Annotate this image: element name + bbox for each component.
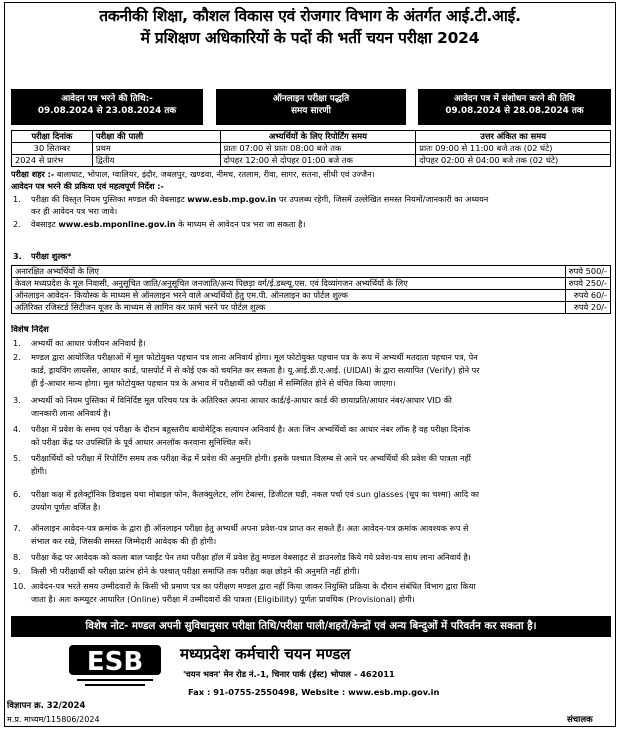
banner-line-1: ऑनलाइन परीक्षा पद्धति: [272, 94, 350, 104]
list-item-text: के माध्यम से आवेदन पत्र भरा जा सकता है।: [175, 219, 306, 229]
table-header-row: [12, 131, 611, 143]
list-item: परीक्षा केंद्र पर आवेदक को काला बाल प्वाईंट पेन तथा परीक्षा हॉल में प्रवेश हेतु मण्डल वेबसाइट से डाउनलोड किये गये प्रवेश-पत्र साथ लाना अनिवार्य है।: [31, 552, 471, 562]
list-item-continuation: जानकारी लाना अनिवार्य है।: [31, 408, 111, 418]
table-row: [12, 278, 611, 290]
fee-amount: रुपये 250/-: [565, 278, 610, 290]
fee-amount: रुपये 60/-: [565, 290, 610, 302]
organization-address: 'चयन भवन' मेन रोड नं.-1, चिनार पार्क (ईस्ट) भोपाल - 462011: [183, 669, 395, 679]
process-heading: आवेदन पत्र भरने की प्रकिया एवं महत्वपूर्ण निर्देश :-: [11, 181, 164, 191]
list-item-text: वेबसाइट: [31, 219, 59, 229]
list-item: ऑनलाइन आवेदन-पत्र क्रमांक के द्वारा ही ऑनलाइन परीक्षा हेतु अभ्यर्थी अपना प्रवेश-पत्र प्राप्त कर सकते हैं। अतः आवेदन-पत्र क्रमांक आवश्यक रूप से: [31, 523, 469, 533]
website-link[interactable]: www.esb.mponline.gov.in: [58, 219, 176, 229]
exam-date-line-2: 2024 से प्रारंभ: [12, 155, 93, 167]
list-item: अभ्यर्थी का आधार पंजीयन अनिवार्य है।: [31, 338, 146, 348]
banner-line-1: आवेदन पत्र भरने की तिथि:-: [61, 94, 153, 104]
fee-heading: परीक्षा शुल्क*: [31, 251, 72, 261]
fee-amount: रुपये 20/-: [565, 302, 610, 314]
fee-heading-number: 3.: [13, 251, 22, 261]
list-number: 5.: [13, 453, 21, 463]
title-line-2: में प्रशिक्षण अधिकारियों के पदों की भर्ती चयन परीक्षा 2024: [140, 29, 480, 47]
advertisement-page: [4, 2, 616, 727]
table-row: [12, 143, 611, 155]
list-number: 1.: [13, 338, 21, 348]
list-number: 10.: [13, 581, 26, 591]
list-item-text: परीक्षा की विस्तृत नियम पुस्तिका मण्डल की वेबसाइट: [31, 194, 188, 204]
list-item: मण्डल द्वारा आयोजित परीक्षाओं में मूल फोटोयुक्त पहचान पत्र लाना अनिवार्य होगा। मूल फोटोयुक्त पहचान पत्र के रूप में अभ्यर्थी मतदाता पहचान पत्र, पेन: [31, 352, 478, 362]
schedule-table: [11, 130, 611, 167]
table-header-cell: परीक्षा की पाली: [92, 131, 220, 143]
logo-text: ESB: [86, 647, 144, 677]
list-number: 7.: [13, 523, 21, 533]
answer-time-cell: दोपहर 02:00 से 04:00 बजे तक (02 घंटे): [416, 155, 611, 167]
list-item: [31, 194, 611, 204]
fee-category: अतिरिक्त रजिस्टर्ड सिटीजन यूजर के माध्यम से लागिन कर फार्म भरने पर पोर्टल शुल्क: [12, 302, 566, 314]
list-item: परीक्षा में प्रवेश के समय एवं परीक्षा के दौरान बहुस्तरीय बायोमेट्रिक सत्यापन अनिवार्य है। अतः जिन अभ्यर्थियों का आधार नंबर लॉक है वह परीक्षा दिनांक: [31, 424, 471, 434]
fee-amount: रुपये 500/-: [565, 266, 610, 278]
list-item-continuation: जाता है। अतः कम्प्यूटर आधारित (Online) परीक्षा में उम्मीदवारों की पात्रता (Eligibility) पूर्णतः प्रावधिक (Provisional) होगी।: [31, 594, 415, 604]
special-instructions-heading: विशेष निर्देश: [11, 325, 49, 335]
website-link[interactable]: www.esb.mp.gov.in: [187, 194, 277, 204]
exam-date-line-1: 30 सितम्बर: [12, 143, 93, 155]
list-item: परीक्षा कक्ष में इलेक्ट्रॉनिक डिवाइस यथा मोबाइल फोन, कैलक्युलेटर, लॉग टेबल्स, डिजीटल घड़ी, नकल पर्चा एवं sun glasses (धूप का चश्मा) आदि का: [31, 489, 480, 499]
reference-number: म.प्र. माध्यम/115806/2024: [7, 715, 100, 724]
table-header-cell: उत्तर अंकित का समय: [416, 131, 611, 143]
title-line-1: तकनीकी शिक्षा, कौशल विकास एवं रोजगार विभाग के अंतर्गत आई.टी.आई.: [99, 7, 521, 25]
list-number: 2.: [13, 352, 21, 362]
table-row: [12, 155, 611, 167]
banner-line-2: 09.08.2024 से 28.08.2024 तक: [445, 105, 584, 116]
list-item: परीक्षार्थियों को परीक्षा में रिपोर्टिंग समय तक परीक्षा केंद्र में प्रवेश की अनुमति होगी। इसके पश्चात विलम्ब से आने पर अभ्यर्थियों की प्रवेश की पात्रता नहीं: [31, 453, 471, 463]
list-item: अभ्यर्थी को नियम पुस्तिका में विनिर्दिष्ट मूल परिचय पत्र के अतिरिक्त अपना आधार कार्ड/ई-आधार कार्ड की छायाप्रति/आधार नंबर/आधार VID की: [31, 395, 452, 405]
answer-time-cell: प्रातः 09:00 से 11:00 बजे तक (02 घंटे): [416, 143, 611, 155]
table-row: [12, 266, 611, 278]
list-number: 2.: [13, 219, 21, 229]
organization-name: मध्यप्रदेश कर्मचारी चयन मण्डल: [180, 645, 351, 663]
list-number: 9.: [13, 566, 21, 576]
banner-line-1: आवेदन पत्र में संशोधन करने की तिथि: [454, 94, 575, 104]
page-title: [5, 3, 615, 49]
list-number: 8.: [13, 552, 21, 562]
exam-cities-text: बालाघाट, भोपाल, ग्वालियर, इंदौर, जबलपुर, खण्डवा, नीमच, रतलाम, रीवा, सागर, सतना, सीधी एवं उज्जैन।: [54, 169, 375, 179]
table-header-cell: परीक्षा दिनांक: [12, 131, 93, 143]
correction-date-banner: [418, 89, 611, 125]
list-number: 4.: [13, 424, 21, 434]
exam-cities: [11, 169, 611, 179]
list-item-continuation: उपयोग पूर्णतः वर्जित है।: [31, 502, 101, 512]
table-row: [12, 302, 611, 314]
application-date-banner: [11, 89, 203, 125]
list-item-continuation: कार्ड, ड्रायविंग लायसेंस, आधार कार्ड, पासपोर्ट में से कोई एक को चयनित कर सकता है। यू.आई.डी.ए.आई. (UIDAI) के द्वारा सत्यापित (Verify) होने पर: [31, 365, 480, 375]
list-number: 6.: [13, 489, 21, 499]
organization-contact: Fax : 91-0755-2550498, Website : www.esb.mp.gov.in: [188, 687, 440, 697]
table-row: [12, 290, 611, 302]
banner-line-2: समय सारणी: [291, 105, 331, 116]
signatory: संचालक: [567, 715, 593, 725]
list-item-continuation: को परीक्षा केंद्र पर उपस्थिति के पूर्व आधार अनलॉक करवाना सुनिश्चित करें।: [31, 437, 252, 447]
fee-table: [11, 265, 611, 314]
exam-cities-label: परीक्षा शहर :-: [11, 169, 55, 179]
list-item: किसी भी परीक्षार्थी को परीक्षा प्रारंभ होने के पश्चात् परीक्षा समाप्ति तक परीक्षा कक्ष छोड़ने की अनुमति नहीं होगी।: [31, 566, 360, 576]
list-item: [31, 219, 611, 229]
advertisement-number: विज्ञापन क्र. 32/2024: [7, 701, 86, 711]
reporting-time-cell: प्रातः 07:00 से प्रातः 08:00 बजे तक: [220, 143, 416, 155]
list-item-continuation: होगी।: [31, 466, 48, 476]
banner-line-2: 09.08.2024 से 23.08.2024 तक: [37, 105, 177, 116]
list-item-continuation: कर ही आवेदन पत्र भरा जावे।: [31, 206, 118, 216]
reporting-time-cell: दोपहर 12:00 से दोपहर 01:00 बजे तक: [220, 155, 416, 167]
list-item-text: पर उपलब्ध रहेगी, जिसमें उल्लेखित समस्त नियमों/जानकारी का अध्ययन: [276, 194, 489, 204]
list-number: 1.: [13, 194, 21, 204]
esb-logo: [67, 643, 163, 691]
table-header-cell: अभ्यर्थियों के लिए रिपोर्टिंग समय: [220, 131, 416, 143]
special-note-banner: विशेष नोट- मण्डल अपनी सुविधानुसार परीक्षा तिथि/परीक्षा पाली/शहरों/केन्द्रों एवं अन्य बिन्दुओं में परिवर्तन कर सकता है।: [11, 616, 611, 637]
exam-schedule-banner: [216, 89, 406, 125]
list-item-continuation: संभाल कर रखे, जिसकी समस्त जिम्मेदारी आवेदक की ही होगी।: [31, 536, 217, 546]
fee-category: केवल मध्यप्रदेश के मूल निवासी, अनुसूचित जाति/अनुसूचित जनजाति/अन्य पिछड़ा वर्ग/ई.डब्ल्यू.एस. एवं दिव्यांगजन अभ्यर्थियों के लिए: [12, 278, 566, 290]
list-item-continuation: ही ई-आधार मान्य होगा। मूल फोटोयुक्त पहचान पत्र के अभाव में परीक्षार्थी को परीक्षा में सम्मिलित होने से वंचित किया जाएगा।: [31, 378, 396, 388]
list-number: 3.: [13, 395, 21, 405]
fee-category: अनारक्षित अभ्यर्थियों के लिए: [12, 266, 566, 278]
list-item: आवेदन-पत्र भरते समय उम्मीदवारों के किसी भी प्रमाण पत्र का परीक्षण मण्डल द्वारा नहीं किया जाकर नियुक्ति प्रक्रिया के दौरान संबंधित विभाग द्वारा किया: [31, 581, 476, 591]
fee-category: ऑनलाइन आवेदन- कियोस्क के माध्यम से ऑनलाइन भरने वाले अभ्यर्थियों हेतु एम.पी. ऑनलाइन का पोर्टल शुल्क: [12, 290, 566, 302]
shift-cell: प्रथम: [92, 143, 220, 155]
shift-cell: द्वितीय: [92, 155, 220, 167]
